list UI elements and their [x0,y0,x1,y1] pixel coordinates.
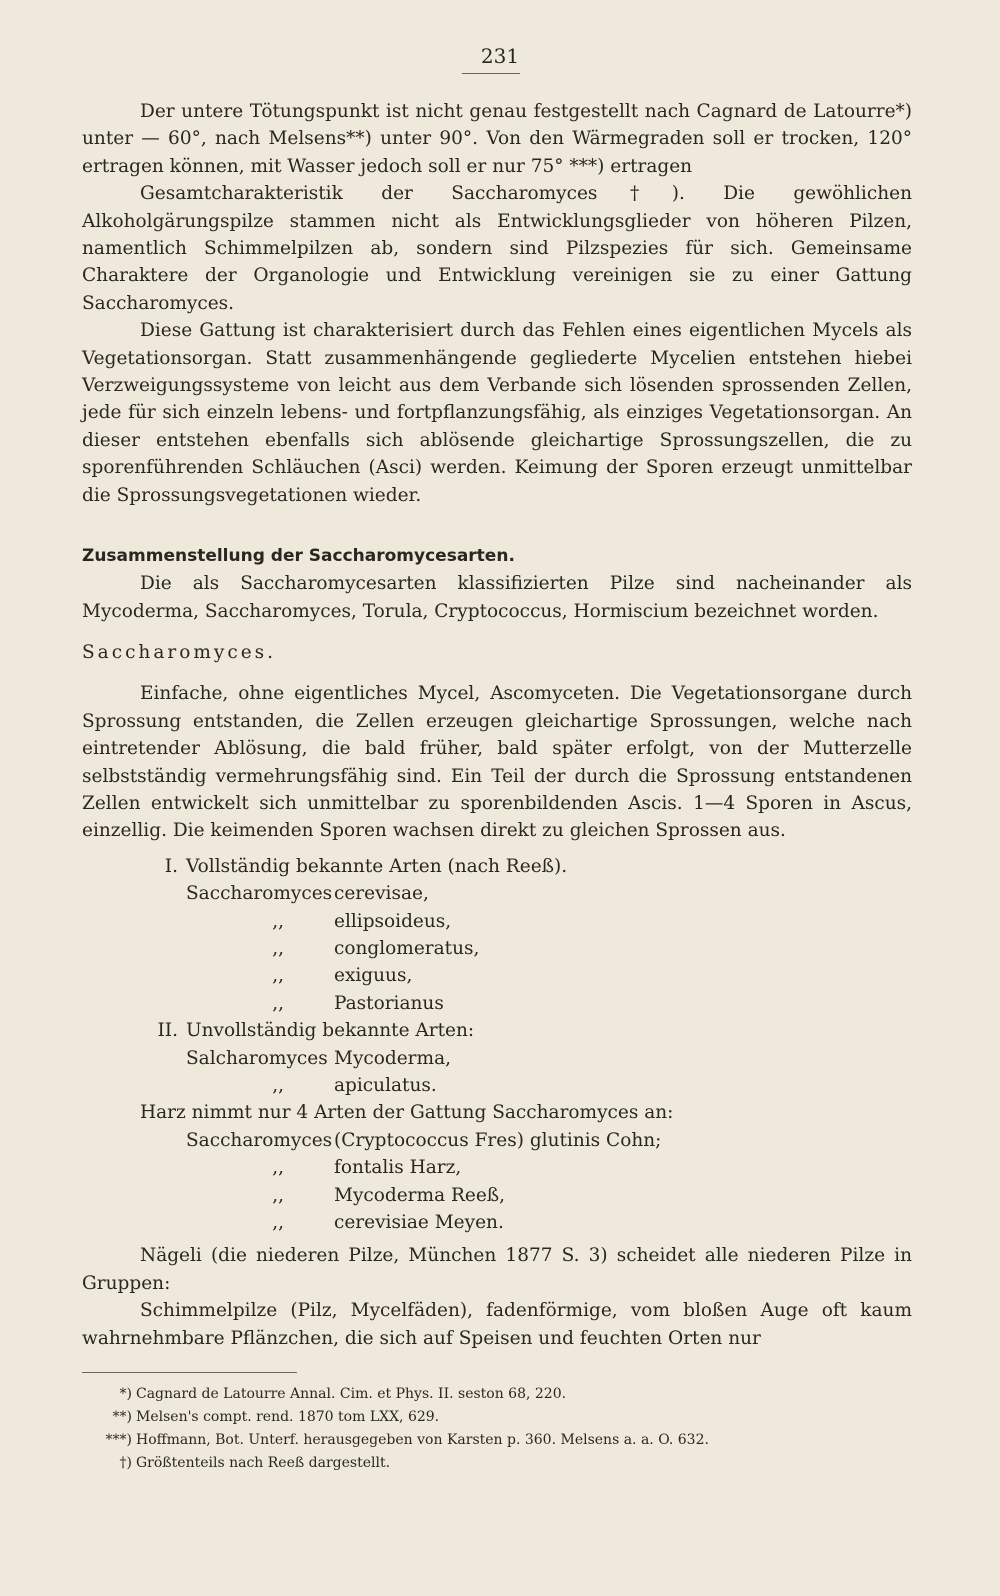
footnote-mark: **) [112,1409,132,1425]
species-name: ellipsoideus, [334,910,452,932]
footnote-mark: ***) [105,1432,132,1448]
species-row [146,1045,912,1072]
species-row [146,1182,912,1209]
genus-name: Saccharomyces [186,1129,333,1151]
species-name: apiculatus. [334,1075,437,1096]
section-heading: Zusammenstellung der Saccharomycesarten. [82,546,515,567]
body-text [82,98,912,1352]
species-name: fontalis Harz, [334,1157,462,1179]
paragraph-harz: Harz nimmt nur 4 Arten der Gattung Saccharomyces an: [140,1102,674,1124]
footnote-text: Hoffmann, Bot. Unterf. herausgegeben von Karsten p. 360. Melsens a. a. O. 632. [136,1432,709,1448]
species-name: Pastorianus [334,992,444,1014]
species-name: cerevisae, [334,883,429,905]
ditto-mark: ,, [272,910,284,932]
species-row [146,1072,912,1099]
footnote-text: Melsen's compt. rend. 1870 tom LXX, 629. [136,1409,440,1425]
paragraph-gattung: Diese Gattung ist charakterisiert durch das Fehlen eines eigentlichen Mycels als Vegetationsorgan. Statt zusammenhängende gegliederte Mycelien entstehen hiebei Verzweigungssysteme von leicht aus dem Verbande sich lösenden sprossenden Zellen, jede für sich einzeln lebens- und fortpflanzungsfähig, als einziges Vegetationsorgan. An dieser entstehen ebenfalls sich ablösende gleichartige Sprossungszellen, die zu sporenführenden Schläuchen (Asci) werden. Keimung der Sporen erzeugt unmittelbar die Sprossungsvegetationen wieder. [82,320,912,506]
paragraph-tötungspunkt: Der untere Tötungspunkt ist nicht genau festgestellt nach Cagnard de Latourre*) unter — 60°, nach Melsens**) unter 90°. Von den Wärmegraden soll er trocken, 120° ertragen können, mit Wasser jedoch soll er nur 75° ***) ertragen [82,101,912,177]
list-title: Unvollständig bekannte Arten: [186,1020,475,1042]
species-row [146,962,912,989]
species-name: cerevisiae Meyen. [334,1212,504,1234]
list-heading-row [146,1017,912,1044]
paragraph-klassifiziert: Die als Saccharomycesarten klassifizierten Pilze sind nacheinander als Mycoderma, Saccharomyces, Torula, Cryptococcus, Hormiscium bezeichnet worden. [82,573,912,622]
page-number: 231 [480,44,520,68]
subsection-heading: Saccharomyces. [82,641,277,663]
species-name: exiguus, [334,965,413,987]
footnote [82,1406,912,1429]
species-row [146,880,912,907]
species-row [146,990,912,1017]
ditto-mark: ,, [272,1212,284,1234]
species-name: conglomeratus, [334,937,480,959]
page-number-rule [462,73,520,74]
footnote [82,1383,912,1406]
species-list-complete [146,853,912,1100]
species-row [146,1209,912,1236]
species-row [146,908,912,935]
genus-name: Salcharomyces [186,1047,328,1069]
species-name: Mycoderma, [334,1047,451,1069]
ditto-mark: ,, [272,1157,284,1179]
species-row [146,1127,912,1154]
species-name: Mycoderma Reeß, [334,1184,506,1206]
list-number: I. [164,855,178,877]
ditto-mark: ,, [272,1075,284,1096]
ditto-mark: ,, [272,992,284,1014]
paragraph-schimmelpilze: Schimmelpilze (Pilz, Mycelfäden), fadenförmige, vom bloßen Auge oft kaum wahrnehmbare Pflänzchen, die sich auf Speisen und feuchten Orten nur [82,1300,912,1349]
species-name: (Cryptococcus Fres) glutinis Cohn; [334,1129,662,1151]
genus-name: Saccharomyces [186,883,333,905]
list-number: II. [157,1020,178,1042]
footnote [82,1452,912,1475]
species-list-harz [146,1127,912,1237]
paragraph-naegeli: Nägeli (die niederen Pilze, München 1877 S. 3) scheidet alle niederen Pilze in Gruppen: [82,1245,912,1294]
ditto-mark: ,, [272,965,284,987]
footnote-mark: †) [119,1455,132,1471]
footnote [82,1429,912,1452]
ditto-mark: ,, [272,937,284,959]
species-row [146,935,912,962]
footnote-mark: *) [119,1386,132,1402]
species-row [146,1154,912,1181]
ditto-mark: ,, [272,1184,284,1206]
footnote-text: Größtenteils nach Reeß dargestellt. [136,1455,391,1471]
list-title: Vollständig bekannte Arten (nach Reeß). [186,855,568,877]
footnote-rule [82,1372,297,1373]
paragraph-gesamtcharakteristik: Gesamtcharakteristik der Saccharomyces†). Die gewöhlichen Alkoholgärungspilze stammen nicht als Entwicklungsglieder von höheren Pilzen, namentlich Schimmelpilzen ab, sondern sind Pilzspezies für sich. Gemeinsame Charaktere der Organologie und Entwicklung vereinigen sie zu einer Gattung Saccharomyces. [82,183,912,314]
paragraph-einfache: Einfache, ohne eigentliches Mycel, Ascomyceten. Die Vegetationsorgane durch Sprossung entstanden, die Zellen erzeugen gleichartige Sprossungen, welche nach eintretender Ablösung, die bald früher, bald später erfolgt, von der Mutterzelle selbstständig vermehrungsfähig sind. Ein Teil der durch die Sprossung entstandenen Zellen entwickelt sich unmittelbar zu sporenbildenden Ascis. 1—4 Sporen in Ascus, einzellig. Die keimenden Sporen wachsen direkt zu gleichen Sprossen aus. [82,683,912,842]
footnotes [82,1372,912,1475]
footnote-text: Cagnard de Latourre Annal. Cim. et Phys. II. seston 68, 220. [136,1386,567,1402]
list-heading-row [146,853,912,880]
